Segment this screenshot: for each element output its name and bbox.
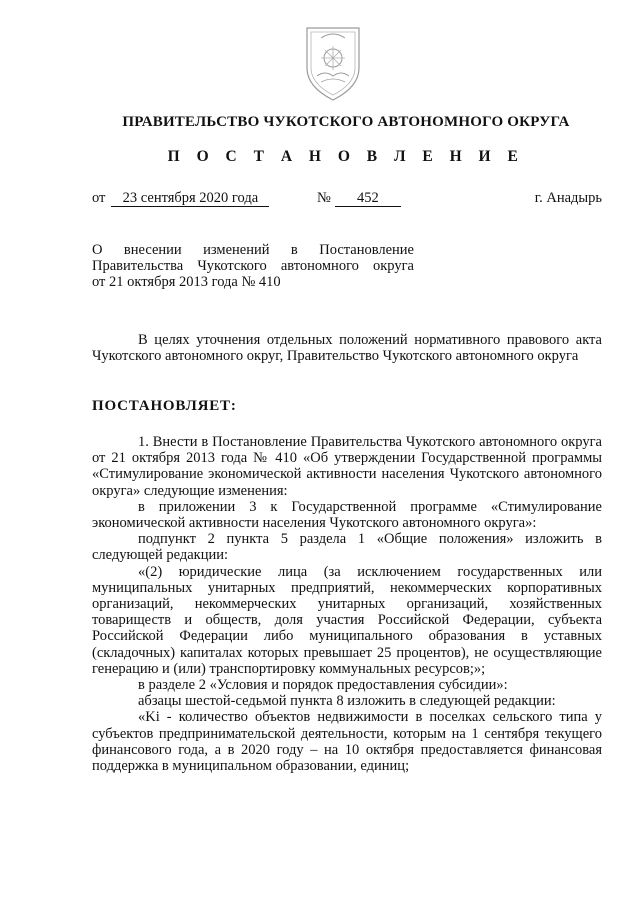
organization-title: ПРАВИТЕЛЬСТВО ЧУКОТСКОГО АВТОНОМНОГО ОКРУГА (122, 114, 570, 130)
paragraph: «Ki - количество объектов недвижимости в поселках сельского типа у субъектов предпринимательской деятельности, которым на 1 сентября текущего финансового года, а в 2020 году – на 10 октября предоставляется финансовая поддержка в муниципальном образовании, единиц; (92, 709, 602, 775)
document-place: г. Анадырь (534, 190, 602, 206)
document-number (317, 190, 401, 207)
document-date (92, 190, 269, 207)
number-prefix: № (317, 190, 331, 206)
resolves-heading: ПОСТАНОВЛЯЕТ: (92, 398, 237, 414)
paragraph: подпункт 2 пункта 5 раздела 1 «Общие положения» изложить в следующей редакции: (92, 531, 602, 564)
paragraph: в разделе 2 «Условия и порядок предоставления субсидии»: (138, 677, 508, 694)
document-type: П О С Т А Н О В Л Е Н И Е (167, 148, 525, 165)
subject-line: от 21 октября 2013 года № 410 (92, 274, 281, 290)
number-value: 452 (335, 191, 401, 207)
preamble-text: В целях уточнения отдельных положений нормативного правового акта Чукотского автономного округ, Правительство Чукотского автономного округа (92, 332, 602, 365)
paragraph: 1. Внести в Постановление Правительства Чукотского автономного округа от 21 октября 2013 года № 410 «Об утверждении Государственной программы «Стимулирование экономической активности населения Чукотского автономного округа» следующие изменения: (92, 434, 602, 499)
subject-line: О внесении изменений в Постановление (92, 242, 414, 258)
date-value: 23 сентября 2020 года (111, 191, 269, 207)
resolution-body (92, 434, 602, 774)
date-prefix: от (92, 190, 106, 206)
paragraph: в приложении 3 к Государственной программе «Стимулирование экономической активности населения Чукотского автономного округа»: (92, 498, 602, 532)
subject-line: Правительства Чукотского автономного округа (92, 258, 414, 274)
paragraph: «(2) юридические лица (за исключением государственных или муниципальных унитарных предприятий, некоммерческих корпоративных организаций, некоммерческих унитарных организаций, хозяйственных товариществ и обществ, доля участия Российской Федерации, субъекта Российской Федерации либо муниципального образования в уставных (складочных) капиталах которых превышает 25 процентов), не осуществляющие генерацию и (или) транспортировку коммунальных ресурсов;»; (92, 563, 602, 677)
coat-of-arms-icon (301, 24, 365, 102)
preamble (92, 332, 602, 364)
document-subject (92, 242, 414, 290)
paragraph: абзацы шестой-седьмой пункта 8 изложить в следующей редакции: (138, 693, 556, 710)
